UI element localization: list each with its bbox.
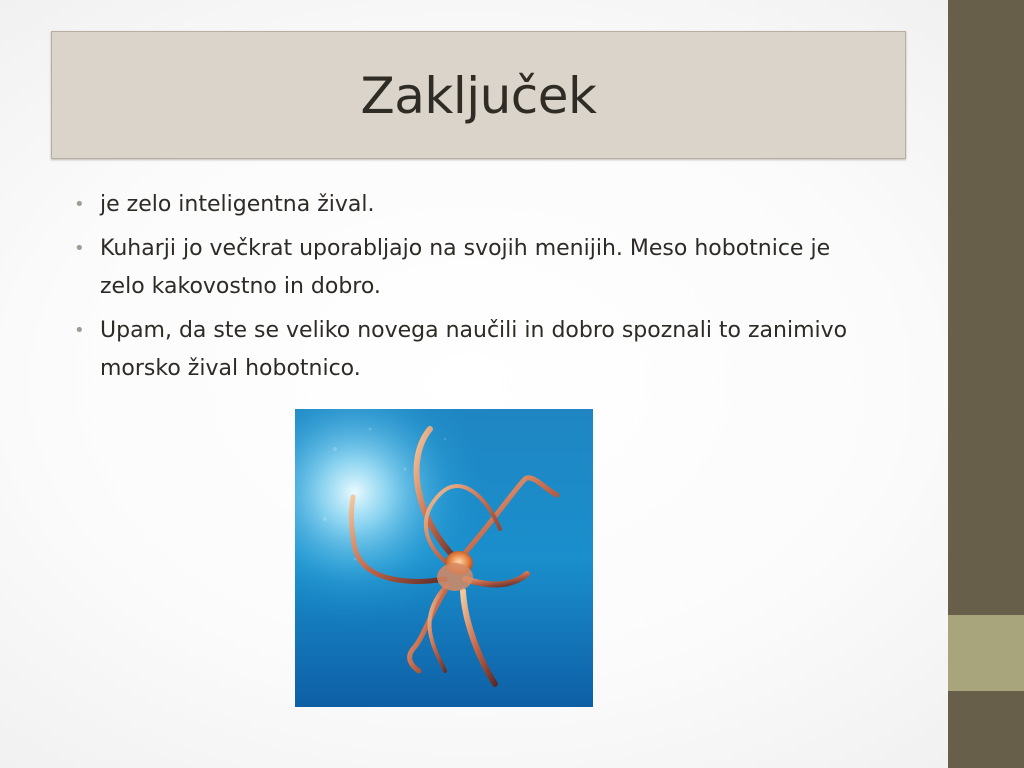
bullet-dot-icon: • [74,238,85,259]
bullet-dot-icon: • [74,320,85,341]
bullet-item [74,186,864,224]
bullet-item [74,230,864,306]
title-box [51,31,906,159]
slide-title: Zaključek [360,67,597,125]
bullet-text: Kuharji jo večkrat uporabljajo na svojih menijih. Meso hobotnice je zelo kakovostno in dobro. [100,236,831,299]
side-bar-accent-block [948,615,1024,691]
bullet-text: je zelo inteligentna žival. [100,192,375,217]
octopus-photo [295,409,593,707]
bullet-item [74,312,864,388]
bullet-dot-icon: • [74,194,85,215]
bullet-text: Upam, da ste se veliko novega naučili in dobro spoznali to zanimivo morsko žival hobotnico. [100,318,848,381]
bullet-list [74,186,864,394]
